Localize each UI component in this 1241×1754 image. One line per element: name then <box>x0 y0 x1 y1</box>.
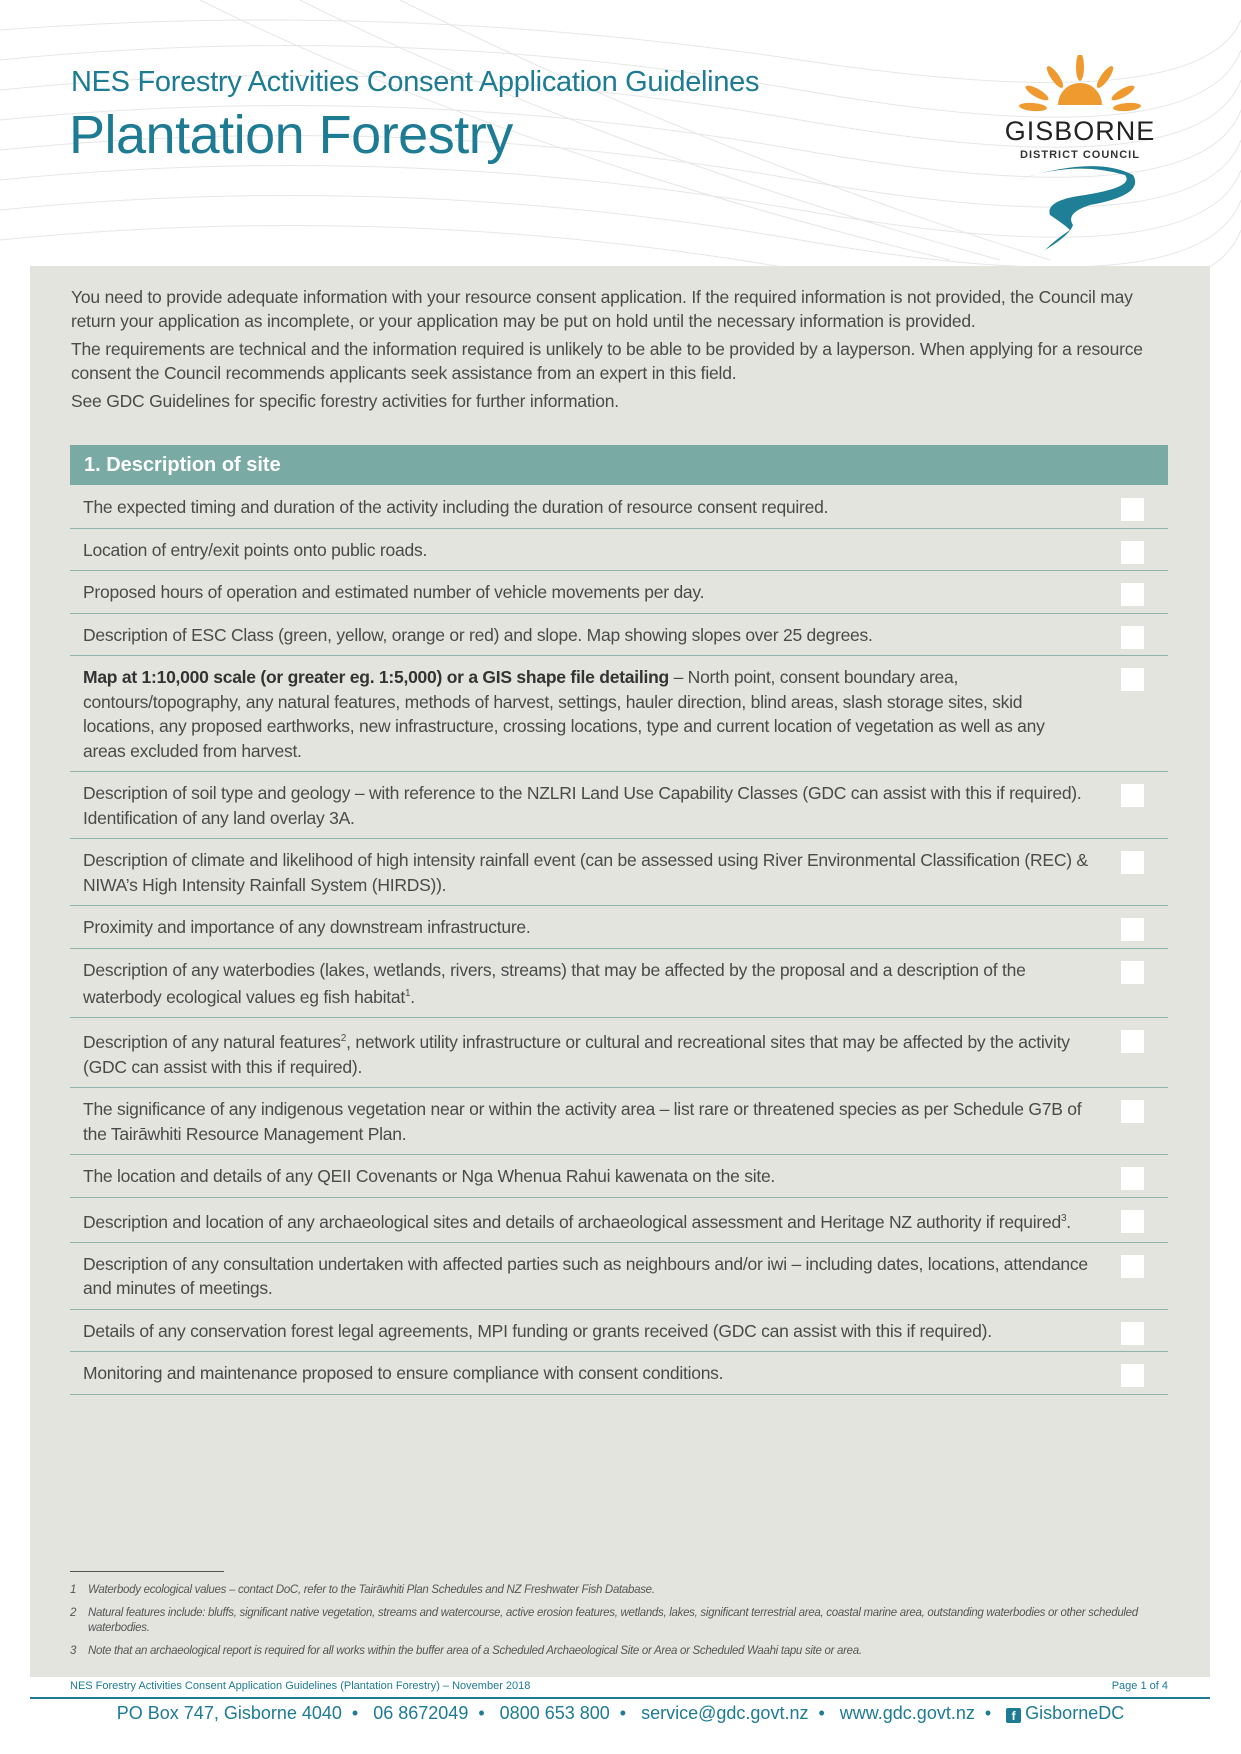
checklist-item <box>70 571 1168 614</box>
footnote-number: 2 <box>70 1607 77 1619</box>
footnote <box>70 1606 1150 1636</box>
footnote <box>70 1583 1150 1598</box>
intro-paragraph: You need to provide adequate information with your resource consent application. If the required information is not provided, the Council may return your application as incomplete, or your application may be put on hold until the necessary information is provided. <box>71 287 1133 331</box>
item-checkbox[interactable] <box>1121 784 1144 807</box>
item-checkbox[interactable] <box>1121 1322 1144 1345</box>
item-checkbox[interactable] <box>1121 918 1144 941</box>
item-text: The expected timing and duration of the activity including the duration of resource consent required. <box>83 497 829 517</box>
item-checkbox[interactable] <box>1121 626 1144 649</box>
intro-paragraph: The requirements are technical and the information required is unlikely to be able to be provided by a layperson. When applying for a resource consent the Council recommends applicants seek assistance from an expert in this field. <box>71 339 1143 383</box>
checklist-item <box>70 1310 1168 1353</box>
document-title: Plantation Forestry <box>69 105 513 165</box>
item-checkbox[interactable] <box>1121 1210 1144 1233</box>
document-subtitle: NES Forestry Activities Consent Application Guidelines <box>71 66 760 98</box>
intro-text <box>71 286 1171 419</box>
footnote-divider <box>70 1571 224 1572</box>
item-text: Description of climate and likelihood of high intensity rainfall event (can be assessed using River Environmental Classification (REC) & NIWA’s High Intensity Rainfall System (HIRDS)). <box>83 850 1088 895</box>
checklist-item <box>70 906 1168 949</box>
item-text: Proximity and importance of any downstream infrastructure. <box>83 917 531 937</box>
checklist-item <box>70 1243 1168 1310</box>
item-text: Location of entry/exit points onto public roads. <box>83 539 428 560</box>
footer-doc-title: NES Forestry Activities Consent Application Guidelines (Plantation Forestry) – November 2018 <box>70 1680 531 1692</box>
item-checkbox[interactable] <box>1121 1100 1144 1123</box>
item-text: Description of ESC Class (green, yellow, orange or red) and slope. Map showing slopes over 25 degrees. <box>83 624 873 645</box>
item-text: The significance of any indigenous vegetation near or within the activity area – list rare or threatened species as per Schedule G7B of the Tairāwhiti Resource Management Plan. <box>83 1099 1082 1144</box>
item-text-end: . <box>410 986 415 1007</box>
phone-number: 06 8672049 <box>373 1703 469 1723</box>
footer-divider <box>30 1697 1210 1699</box>
footnote-number: 1 <box>70 1584 77 1596</box>
intro-paragraph: See GDC Guidelines for specific forestry activities for further information. <box>71 391 619 411</box>
footnote <box>70 1644 1150 1659</box>
item-checkbox[interactable] <box>1121 961 1144 984</box>
item-text: – North point, consent boundary area, contours/topography, any natural features, methods of harvest, settings, hauler direction, blind areas, slash storage sites, skid locations, any proposed earthworks, new infrastructure, crossing locations, type and current location of vegetation as well as any areas excluded from harvest. <box>83 667 1045 761</box>
checklist-item <box>70 1018 1168 1088</box>
checklist-item <box>70 1352 1168 1395</box>
email-link[interactable]: service@gdc.govt.nz <box>641 1703 809 1723</box>
checklist-item <box>70 486 1168 529</box>
item-text: Proposed hours of operation and estimated number of vehicle movements per day. <box>83 582 705 602</box>
checklist-item <box>70 529 1168 572</box>
contact-line: PO Box 747, Gisborne 4040 • 06 8672049 • 0800 653 800 • service@gdc.govt.nz • www.gdc.govt.nz • f GisborneDC <box>116 1703 1125 1723</box>
item-text-end: . <box>1066 1211 1071 1232</box>
item-text: Description of any natural features <box>83 1032 341 1053</box>
checklist-item <box>70 1088 1168 1155</box>
checklist-item <box>70 1155 1168 1198</box>
svg-text:GISBORNE: GISBORNE <box>1004 116 1156 146</box>
checklist-item <box>70 949 1168 1019</box>
item-text: The location and details of any QEII Covenants or Nga Whenua Rahui kawenata on the site. <box>83 1166 776 1187</box>
footnote-text: Natural features include: bluffs, significant native vegetation, streams and watercourse, active erosion features, wetlands, lakes, significant terrestrial area, coastal marine area, outstanding waterbodies or other scheduled waterbodies. <box>88 1607 1138 1634</box>
item-checkbox[interactable] <box>1121 1030 1144 1053</box>
svg-text:DISTRICT COUNCIL: DISTRICT COUNCIL <box>1020 149 1140 161</box>
item-text: Description of soil type and geology – with reference to the NZLRI Land Use Capability Classes (GDC can assist with this if required). Identification of any land overlay 3A. <box>83 783 1082 828</box>
checklist-item <box>70 656 1168 772</box>
item-checkbox[interactable] <box>1121 498 1144 521</box>
item-text: Details of any conservation forest legal agreements, MPI funding or grants received (GDC can assist with this if required). <box>83 1320 992 1341</box>
item-text: Description of any consultation undertaken with affected parties such as neighbours and/or iwi – including dates, locations, attendance and minutes of meetings. <box>83 1253 1088 1299</box>
gisborne-council-logo <box>975 55 1185 255</box>
postal-address: PO Box 747, Gisborne 4040 <box>116 1703 342 1723</box>
checklist <box>70 486 1168 1395</box>
item-checkbox[interactable] <box>1121 1364 1144 1387</box>
facebook-icon: f <box>1006 1708 1021 1723</box>
item-checkbox[interactable] <box>1121 1167 1144 1190</box>
item-text: Monitoring and maintenance proposed to ensure compliance with consent conditions. <box>83 1363 724 1384</box>
checklist-item <box>70 1198 1168 1243</box>
checklist-item <box>70 614 1168 657</box>
item-checkbox[interactable] <box>1121 541 1144 564</box>
footnote-text: Note that an archaeological report is required for all works within the buffer area of a Scheduled Archaeological Site or Area or Scheduled Waahi tapu site or area. <box>88 1645 862 1657</box>
item-checkbox[interactable] <box>1121 583 1144 606</box>
freephone-number: 0800 653 800 <box>499 1703 610 1723</box>
item-checkbox[interactable] <box>1121 668 1144 691</box>
footnote-text: Waterbody ecological values – contact DoC, refer to the Tairāwhiti Plan Schedules and NZ Freshwater Fish Database. <box>88 1584 655 1596</box>
facebook-handle[interactable]: GisborneDC <box>1025 1703 1125 1723</box>
checklist-item <box>70 839 1168 906</box>
footnote-ref: 3 <box>1060 1212 1067 1224</box>
website-link[interactable]: www.gdc.govt.nz <box>839 1703 975 1723</box>
footnote-ref: 1 <box>404 988 411 999</box>
footnote-number: 3 <box>70 1645 77 1657</box>
item-checkbox[interactable] <box>1121 1255 1144 1278</box>
footnote-ref: 2 <box>340 1033 347 1045</box>
item-checkbox[interactable] <box>1121 851 1144 874</box>
item-text: Description and location of any archaeological sites and details of archaeological assessment and Heritage NZ authority if required <box>83 1211 1061 1232</box>
item-text: Description of any waterbodies (lakes, wetlands, rivers, streams) that may be affected by the proposal and a description of the waterbody ecological values eg fish habitat <box>83 959 1026 1007</box>
page-number: Page 1 of 4 <box>1111 1680 1168 1692</box>
item-bold-text: Map at 1:10,000 scale (or greater eg. 1:5,000) or a GIS shape file detailing <box>83 667 669 687</box>
item-text-end: , network utility infrastructure or cultural and recreational sites that may be affected by the activity (GDC can assist with this if required). <box>83 1032 1070 1077</box>
footnotes <box>70 1583 1150 1667</box>
section-header: 1. Description of site <box>70 445 1168 485</box>
checklist-item <box>70 772 1168 839</box>
